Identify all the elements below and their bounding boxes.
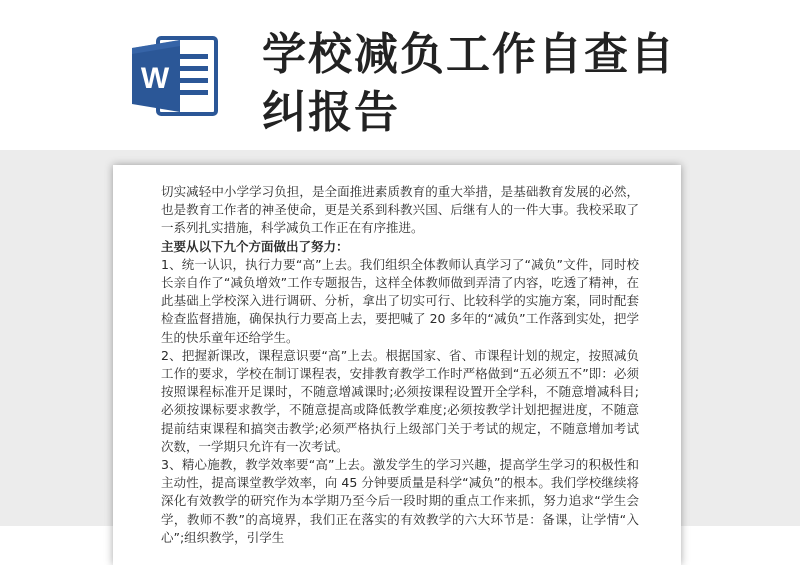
word-document-icon (128, 28, 224, 124)
header-banner (0, 0, 800, 150)
document-page (113, 165, 681, 565)
paragraph-intro: 切实减轻中小学学习负担，是全面推进素质教育的重大举措，是基础教育发展的必然，也是教育工作者的神圣使命，更是关系到科教兴国、后继有人的一件大事。我校采取了一系列扎实措施，科学减负工作正在有序推进。 (161, 184, 639, 236)
page-title: 学校减负工作自查自纠报告 (262, 29, 676, 138)
paragraph-item-2: 2、把握新课改，课程意识要“高”上去。根据国家、省、市课程计划的规定，按照减负工作的要求，学校在制订课程表，安排教育教学工作时严格做到“五必须五不”即：必须按照课程标准开足课时，不随意增减课时;必须按课程设置开全学科，不随意增减科目;必须按课标要求教学，不随意提高或降低教学难度;必须按教学计划把握进度，不随意提前结束课程和搞突击教学;必须严格执行上级部门关于考试的规定，不随意增加考试次数，一学期只允许有一次考试。 (161, 347, 639, 454)
paragraph-item-3: 3、精心施教，教学效率要“高”上去。激发学生的学习兴趣，提高学生学习的积极性和主动性，提高课堂教学效率，向 45 分钟要质量是科学“减负”的根本。我们学校继续将深化有效教学的研究作为本学期乃至今后一段时期的重点工作来抓，努力追求“学生会学，教师不教”的高境界，我们正在落实的有效教学的六大环节是：备课，让学情“入心”;组织教学，引学生 (161, 457, 639, 545)
paragraph-item-1: 1、统一认识，执行力要“高”上去。我们组织全体教师认真学习了“减负”文件，同时校长亲自作了“减负增效”工作专题报告，这样全体教师做到弄清了内容，吃透了精神，在此基础上学校深入进行调研、分析，拿出了切实可行、比较科学的实施方案，同时配套检查监督措施，确保执行力要高上去，要把喊了 20 多年的“减负”工作落到实处，把学生的快乐童年还给学生。 (161, 256, 639, 345)
paragraph-heading: 主要从以下九个方面做出了努力： (161, 238, 349, 254)
document-body (161, 183, 639, 547)
svg-text:W: W (140, 62, 170, 95)
